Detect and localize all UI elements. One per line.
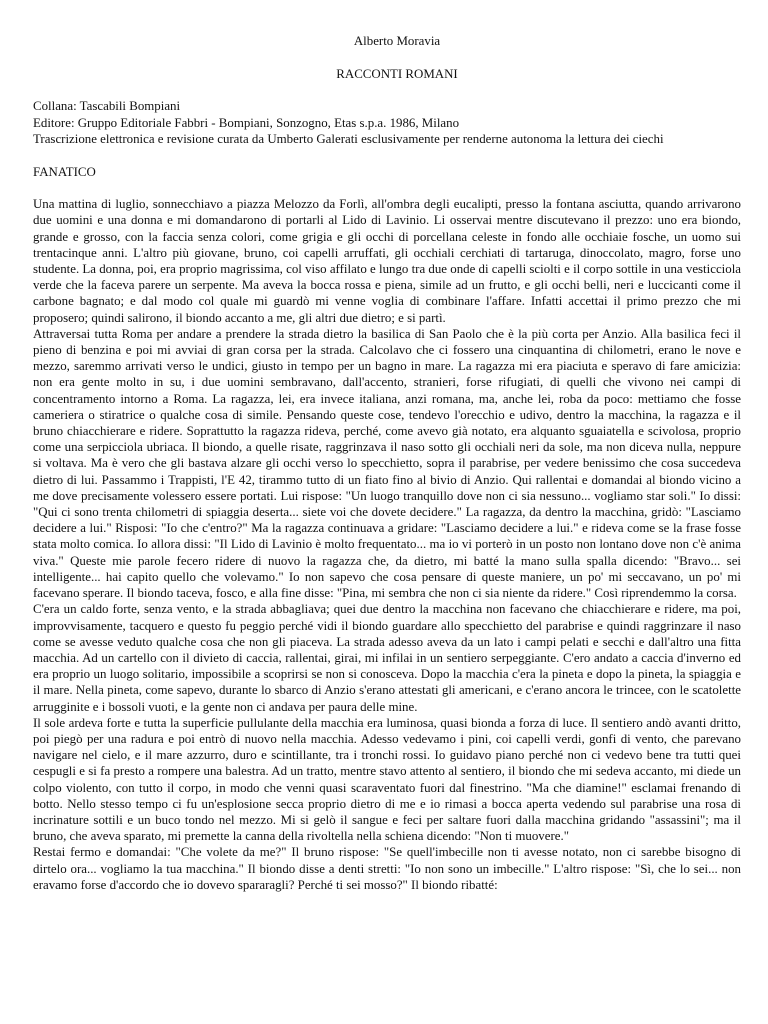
document-page (33, 33, 741, 893)
paragraph: Restai fermo e domandai: "Che volete da me?" Il bruno rispose: "Se quell'imbecille non ti avesse notato, non ci sarebbe bisogno di dirtelo ora... vogliamo la tua macchina." Il biondo disse a denti stretti: "Io non sono un imbecille." L'altro rispose: "Sì, che lo sei... non eravamo forse d'accordo che io dovevo spararagli? Perché ti sei mosso?" Il biondo ribatté: (33, 845, 741, 892)
trascrizione-line: Trascrizione elettronica e revisione curata da Umberto Galerati esclusivamente per renderne autonoma la lettura dei ciechi (33, 131, 664, 146)
author-name: Alberto Moravia (353, 34, 441, 48)
publication-info (33, 98, 741, 147)
editore-line: Editore: Gruppo Editoriale Fabbri - Bompiani, Sonzogno, Etas s.p.a. 1986, Milano (33, 115, 460, 130)
paragraph: Il sole ardeva forte e tutta la superficie pullulante della macchia era luminosa, quasi bionda a forza di luce. Il sentiero andò avanti dritto, poi piegò per una radura e poi entrò di nuovo nella macchia. Adesso vedevamo i pini, coi capelli verdi, gonfi di vento, che parevano navigare nel cielo, e il mare azzurro, duro e scintillante, tra i tronchi rossi. Io guidavo piano perché non ci vedevo bene tra tutti quei cespugli e si fa presto a rompere una balestra. Ad un tratto, mentre stavo attento al sentiero, il biondo che mi sedeva accanto, mi diede un colpo violento, con tutto il corpo, in modo che venni quasi scaraventato fuori dal finestrino. "Ma che diamine!" esclamai frenando di botto. Nello stesso tempo ci fu un'esplosione secca proprio dietro di me e io rimasi a bocca aperta vedendo sul parabrise una rosa di incrinature sottili e un buco tondo nel mezzo. Mi si gelò il sangue e feci per saltare fuori dalla macchina gridando "assassini"; ma il bruno, che aveva sparato, mi premette la canna della rivoltella nella schiena dicendo: "Non ti muovere." (33, 715, 741, 844)
paragraph: Una mattina di luglio, sonnecchiavo a piazza Melozzo da Forlì, all'ombra degli eucalipti, presso la fontana asciutta, quando arrivarono due uomini e una donna e mi domandarono di portarli al Lido di Lavinio. Li osservai mentre discutevano il prezzo: uno era biondo, grande e grosso, con la faccia senza colori, come grigia e gli occhi di porcellana celeste in fondo alle occhiaie fosche, un uomo sui trentacinque anni. L'altro più giovane, bruno, coi capelli arruffati, gli occhiali cerchiati di tartaruga, dinoccolato, magro, forse uno studente. La donna, poi, era proprio magrissima, col viso affilato e lungo tra due onde di capelli sciolti e il corpo sottile in una vesticciola verde che la faceva parere un serpente. Ma aveva la bocca rossa e piena, simile ad un frutto, e gli occhi belli, neri e luccicanti come il carbone bagnato; e dal modo col quale mi guardò mi venne voglia di combinare l'affare. Infatti accettai il primo prezzo che mi proposero; quindi salirono, il biondo accanto a me, gli altri due dietro; e si partì. (33, 197, 741, 325)
collana-line: Collana: Tascabili Bompiani (33, 99, 181, 114)
story-title: FANATICO (33, 165, 96, 180)
book-title: RACCONTI ROMANI (336, 67, 458, 82)
paragraph: C'era un caldo forte, senza vento, e la strada abbagliava; quei due dentro la macchina non facevano che chiacchierare e ridere, ma poi, improvvisamente, tacquero e questo fu peggio perché vidi il biondo guardare allo specchietto del parabrise e quindi raggrinzare il naso come se avesse veduto qualche cosa che non gli piaceva. La strada adesso aveva da un lato i campi pelati e secchi e dall'altro una fitta macchia. Ad un cartello con il divieto di caccia, rallentai, girai, mi infilai in un sentiero serpeggiante. C'ero andato a caccia d'inverno ed era proprio un luogo solitario, impossibile a scoprirsi se non si conosceva. Dopo la macchia c'era la pineta e dopo la pineta, la spiaggia e il mare. Nella pineta, come sapevo, durante lo sbarco di Anzio s'erano attestati gli americani, e c'erano ancora le trincee, con le scatolette arrugginite e i bossoli vuoti, e la gente non ci andava per paura delle mine. (33, 602, 741, 714)
paragraph: Attraversai tutta Roma per andare a prendere la strada dietro la basilica di San Paolo che è la più corta per Anzio. Alla basilica feci il pieno di benzina e poi mi avviai di gran corsa per la strada. Calcolavo che ci fossero una cinquantina di chilometri, erano le nove e mezzo, saremmo arrivati verso le undici, giusto in tempo per un bagno in mare. La ragazza mi era piaciuta e speravo di fare amicizia: non era gente molto in su, i due uomini sembravano, dall'accento, stranieri, forse rifugiati, di quelli che vivono nei campi di concentramento intorno a Roma. La ragazza, lei, era invece italiana, anzi romana, ma, anche lei, roba da poco: mettiamo che fosse cameriera o stiratrice o qualche cosa di simile. Pensando queste cose, tendevo l'orecchio e udivo, dentro la macchina, la ragazza e il bruno chiacchierare e ridere. Soprattutto la ragazza rideva, perché, come avevo già notato, era alquanto sguaiatella e scivolosa, proprio come una serpicciola ubriaca. Il biondo, a quelle risate, raggrinzava il naso sotto gli occhiali neri da sole, ma non diceva nulla, neppure si voltava. Ma è vero che gli bastava alzare gli occhi verso lo specchietto, sopra il parabrise, per vedere benissimo che cosa succedeva dietro di lui. Passammo i Trappisti, l'E 42, tirammo tutto di un fiato fino al bivio di Anzio. Qui rallentai e domandai al biondo vicino a me dove precisamente volessero essere portati. Lui rispose: "Un luogo tranquillo dove non ci sia nessuno... vogliamo star soli." Io dissi: "Qui ci sono trenta chilometri di spiaggia deserta... siete voi che dovete decidere." La ragazza, da dentro la macchina, gridò: "Lasciamo decidere a lui." Risposi: "Io che c'entro?" Ma la ragazza continuava a gridare: "Lasciamo decidere a lui." e rideva come se la frase fosse stata molto comica. Io allora dissi: "Il Lido di Lavinio è molto frequentato... ma io vi porterò in un posto non lontano dove non c'è anima viva." Queste mie parole fecero ridere di nuovo la ragazza che, da dietro, mi batté la mano sulla spalla dicendo: "Bravo... sei intelligente... hai capito quello che volevamo." Io non sapevo che cosa pensare di queste maniere, un po' mi seccavano, un po' mi facevano sperare. Il biondo taceva, fosco, e alla fine disse: "Pina, mi sembra che non ci sia niente da ridere." Così riprendemmo la corsa. (33, 326, 741, 601)
story-body (33, 196, 741, 893)
